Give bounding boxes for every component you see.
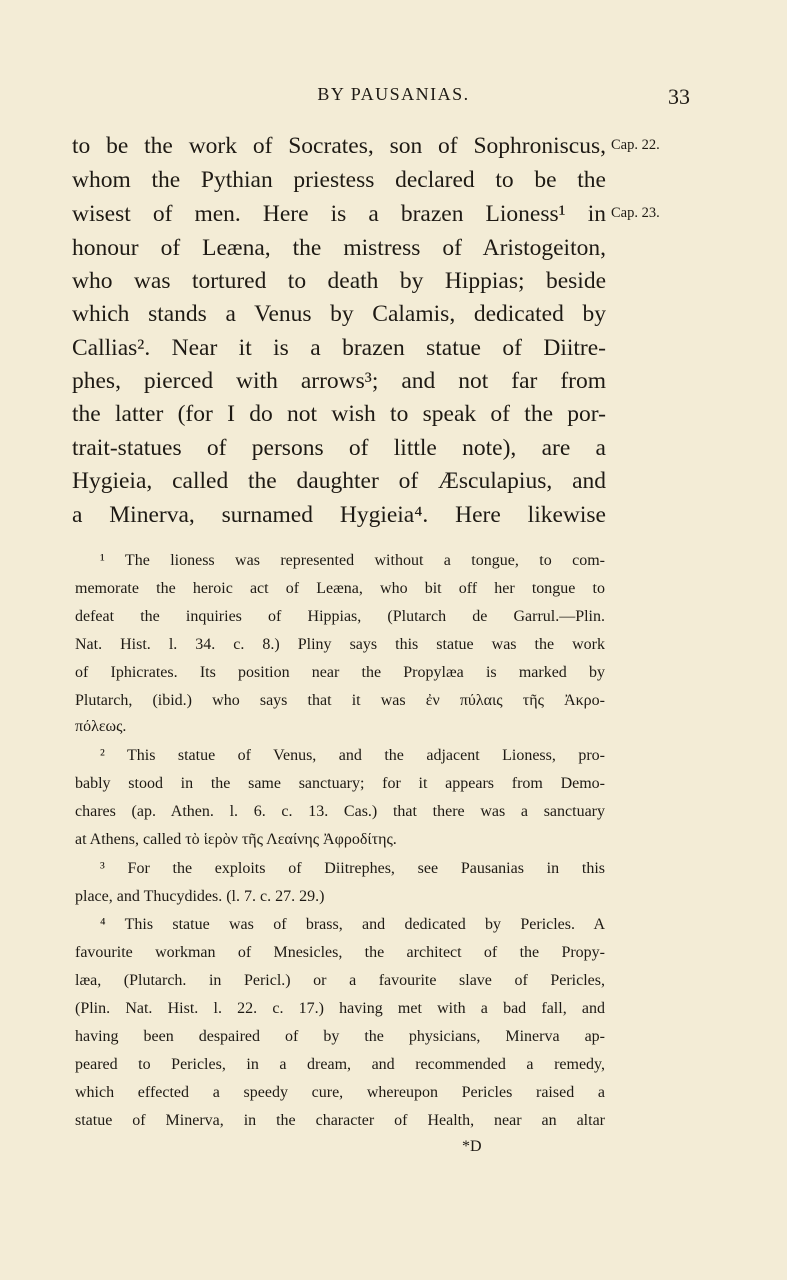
main-text-line: which stands a Venus by Calamis, dedicated by [72, 301, 606, 327]
footnote-line: which effected a speedy cure, whereupon Pericles raised a [75, 1084, 605, 1101]
footnote-line: læa, (Plutarch. in Pericl.) or a favourite slave of Pericles, [75, 972, 605, 989]
main-text-line: honour of Leæna, the mistress of Aristogeiton, [72, 235, 606, 261]
footnote-line: (Plin. Nat. Hist. l. 22. c. 17.) having met with a bad fall, and [75, 1000, 605, 1017]
main-text-line: to be the work of Socrates, son of Sophroniscus, [72, 133, 606, 159]
running-title: BY PAUSANIAS. [317, 84, 470, 104]
footnote-line: statue of Minerva, in the character of Health, near an altar [75, 1112, 605, 1129]
footnote-1: ¹ The lioness was represented without a tongue, to com- [100, 552, 605, 569]
footnote-line: bably stood in the same sanctuary; for it appears from Demo- [75, 775, 605, 792]
main-text-line: whom the Pythian priestess declared to be the [72, 167, 606, 193]
footnote-2: ² This statue of Venus, and the adjacent Lioness, pro- [100, 747, 605, 764]
signature-mark: *D [462, 1138, 482, 1155]
footnote-line: having been despaired of by the physicians, Minerva ap- [75, 1028, 605, 1045]
main-text-line: who was tortured to death by Hippias; beside [72, 268, 606, 294]
footnote-line: Nat. Hist. l. 34. c. 8.) Pliny says this statue was the work [75, 636, 605, 653]
footnote-line: chares (ap. Athen. l. 6. c. 13. Cas.) that there was a sanctuary [75, 803, 605, 820]
main-text-line: Callias². Near it is a brazen statue of Diitre- [72, 335, 606, 361]
main-text-line: trait-statues of persons of little note), are a [72, 435, 606, 461]
main-text-line: Hygieia, called the daughter of Æsculapius, and [72, 468, 606, 494]
margin-note-cap-22: Cap. 22. [611, 137, 660, 153]
footnote-4: ⁴ This statue was of brass, and dedicated by Pericles. A [100, 916, 605, 933]
footnote-3: ³ For the exploits of Diitrephes, see Pausanias in this [100, 860, 605, 877]
main-text-line: a Minerva, surnamed Hygieia⁴. Here likewise [72, 502, 606, 528]
footnote-line: πόλεως. [75, 718, 127, 735]
footnote-line: place, and Thucydides. (l. 7. c. 27. 29.) [75, 888, 325, 905]
footnote-line: favourite workman of Mnesicles, the architect of the Propy- [75, 944, 605, 961]
footnote-line: memorate the heroic act of Leæna, who bit off her tongue to [75, 580, 605, 597]
footnote-line: peared to Pericles, in a dream, and recommended a remedy, [75, 1056, 605, 1073]
footnote-line: Plutarch, (ibid.) who says that it was ἐν πύλαις τῆς Ἀκρο- [75, 692, 605, 709]
margin-note-cap-23: Cap. 23. [611, 205, 660, 221]
main-text-line: phes, pierced with arrows³; and not far from [72, 368, 606, 394]
footnote-line: of Iphicrates. Its position near the Propylæa is marked by [75, 664, 605, 681]
footnote-line: defeat the inquiries of Hippias, (Plutarch de Garrul.—Plin. [75, 608, 605, 625]
main-text-line: wisest of men. Here is a brazen Lioness¹ in [72, 201, 606, 227]
footnote-line: at Athens, called τὸ ἱερὸν τῆς Λεαίνης Ἀφροδίτης. [75, 831, 397, 848]
page-number: 33 [668, 84, 690, 109]
main-text-line: the latter (for I do not wish to speak of the por- [72, 401, 606, 427]
